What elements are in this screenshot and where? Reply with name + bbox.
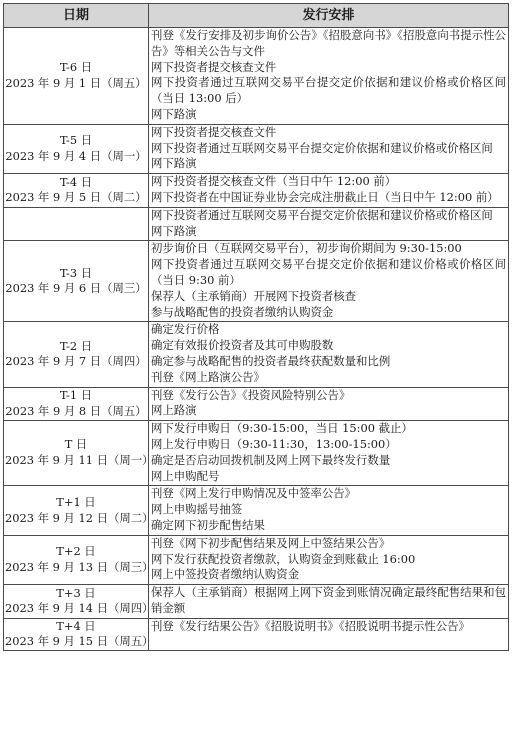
arrangement-cell: [149, 174, 509, 208]
date-cell: [4, 486, 154, 535]
trading-day-label: T 日: [64, 437, 88, 452]
arrangement-item: 保荐人（主承销商）根据网上网下资金到账情况确定最终配售结果和包销金额: [151, 585, 506, 615]
calendar-date-label: 2023 年 9 月 1 日（周五）: [5, 75, 147, 90]
schedule-row: [4, 207, 509, 241]
arrangement-item: 网下发行获配投资者缴款，认购资金到账截止 16:00: [151, 551, 416, 566]
arrangement-item: 网下投资者通过互联网交易平台提交定价依据和建议价格或价格区间（当日 13:00 后）: [151, 75, 506, 106]
arrangement-item: 刊登《发行公告》《投资风险特别公告》: [151, 387, 351, 402]
arrangement-cell: [149, 585, 509, 619]
trading-day-label: T+2 日: [56, 544, 96, 559]
calendar-date-label: 2023 年 9 月 11 日（周一）: [5, 453, 154, 468]
arrangement-item: 网上申购配号: [151, 468, 220, 483]
arrangement-item: 网上路演: [151, 403, 197, 418]
trading-day-label: T-1 日: [59, 388, 93, 403]
calendar-date-label: 2023 年 9 月 15 日（周五）: [5, 634, 154, 649]
arrangement-cell: [149, 421, 509, 486]
date-column-header: 日期: [4, 4, 149, 28]
trading-day-label: T-3 日: [59, 265, 93, 280]
arrangement-item: 网下路演: [151, 156, 197, 171]
arrangement-item: 网上申购摇号抽签: [151, 502, 243, 517]
schedule-row: [4, 124, 509, 173]
schedule-row: [4, 174, 509, 208]
arrangement-item: 确定参与战略配售的投资者最终获配数量和比例: [151, 353, 391, 368]
arrangement-item: 网下发行申购日（9:30-15:00，当日 15:00 截止）: [151, 421, 413, 436]
arrangement-item: 网下投资者通过互联网交易平台提交定价依据和建议价格或价格区间（当日 9:30 前）: [151, 257, 506, 287]
calendar-date-label: 2023 年 9 月 14 日（周四）: [5, 601, 154, 616]
date-cell: [4, 421, 154, 486]
calendar-date-label: 2023 年 9 月 5 日（周二）: [5, 190, 147, 205]
schedule-row: [4, 421, 509, 486]
table-header-row: [4, 4, 509, 28]
calendar-date-label: 2023 年 9 月 13 日（周三）: [5, 559, 154, 574]
arrangement-item: 网下投资者在中国证券业协会完成注册截止日（当日中午 12:00 前）: [151, 189, 499, 204]
arrangement-cell: [149, 486, 509, 535]
arrangement-item: 确定有效报价投资者及其可申购股数: [151, 338, 334, 353]
date-cell: [4, 241, 149, 322]
trading-day-label: T+1 日: [56, 494, 96, 509]
arrangement-cell: [149, 535, 509, 584]
arrangement-item: 刊登《网上发行申购情况及中签率公告》: [151, 486, 357, 501]
schedule-row: [4, 535, 509, 584]
schedule-row: [4, 618, 509, 651]
date-cell: [4, 618, 154, 651]
trading-day-label: T-2 日: [59, 338, 93, 353]
issuance-schedule-table: [3, 3, 509, 651]
arrangement-item: 确定发行价格: [151, 322, 220, 337]
date-cell: [4, 387, 149, 421]
arrangement-item: 网下投资者提交核查文件（当日中午 12:00 前）: [151, 174, 397, 189]
schedule-body: [4, 28, 509, 651]
arrangement-cell: [149, 28, 509, 125]
schedule-row: [4, 28, 509, 125]
arrangement-item: 确定是否启动回拨机制及网上网下最终发行数量: [151, 452, 391, 467]
date-cell: [4, 174, 149, 208]
arrangement-cell: [149, 207, 509, 241]
arrangement-item: 网下投资者提交核查文件: [151, 59, 277, 74]
arrangement-item: 参与战略配售的投资者缴纳认购资金: [151, 304, 334, 319]
arrangement-cell: [149, 241, 509, 322]
date-cell: [4, 124, 149, 173]
calendar-date-label: 2023 年 9 月 4 日（周一）: [5, 148, 147, 163]
schedule-row: [4, 585, 509, 619]
arrangement-item: 网上中签投资者缴纳认购资金: [151, 567, 300, 582]
arrangement-column-header: 发行安排: [149, 4, 509, 28]
calendar-date-label: 2023 年 9 月 8 日（周五）: [5, 403, 147, 418]
arrangement-item: 刊登《发行安排及初步询价公告》《招股意向书》《招股意向书提示性公告》等相关公告与文件: [151, 28, 506, 58]
date-cell: [4, 585, 154, 619]
arrangement-cell: [149, 322, 509, 387]
arrangement-cell: [149, 618, 509, 651]
arrangement-item: 网上发行申购日（9:30-11:30，13:00-15:00）: [151, 436, 397, 451]
schedule-row: [4, 241, 509, 322]
date-cell: [4, 28, 149, 125]
arrangement-item: 刊登《网下初步配售结果及网上中签结果公告》: [151, 535, 391, 550]
date-cell: [4, 535, 154, 584]
arrangement-cell: [149, 387, 509, 421]
calendar-date-label: 2023 年 9 月 12 日（周二）: [5, 510, 154, 525]
arrangement-item: 网下路演: [151, 106, 197, 121]
calendar-date-label: 2023 年 9 月 7 日（周四）: [5, 354, 147, 369]
arrangement-item: 保荐人（主承销商）开展网下投资者核查: [151, 288, 357, 303]
arrangement-item: 刊登《网上路演公告》: [151, 369, 265, 384]
trading-day-label: T-4 日: [59, 174, 93, 189]
calendar-date-label: 2023 年 9 月 6 日（周三）: [5, 281, 147, 296]
schedule-row: [4, 387, 509, 421]
trading-day-label: T-5 日: [59, 133, 93, 148]
arrangement-cell: [149, 124, 509, 173]
trading-day-label: T-6 日: [59, 60, 93, 75]
arrangement-item: 网下投资者通过互联网交易平台提交定价依据和建议价格或价格区间: [151, 207, 493, 222]
trading-day-label: T+3 日: [56, 585, 96, 600]
arrangement-item: 初步询价日（互联网交易平台），初步询价期间为 9:30-15:00: [151, 241, 462, 256]
arrangement-item: 网下投资者通过互联网交易平台提交定价依据和建议价格或价格区间: [151, 140, 493, 155]
arrangement-item: 确定网下初步配售结果: [151, 517, 265, 532]
date-cell: [4, 322, 149, 387]
trading-day-label: T+4 日: [56, 618, 96, 633]
schedule-row: [4, 486, 509, 535]
arrangement-item: 网下路演: [151, 223, 197, 238]
arrangement-item: 网下投资者提交核查文件: [151, 124, 277, 139]
date-cell: [4, 207, 149, 241]
schedule-row: [4, 322, 509, 387]
arrangement-item: 刊登《发行结果公告》《招股说明书》《招股说明书提示性公告》: [151, 618, 470, 633]
